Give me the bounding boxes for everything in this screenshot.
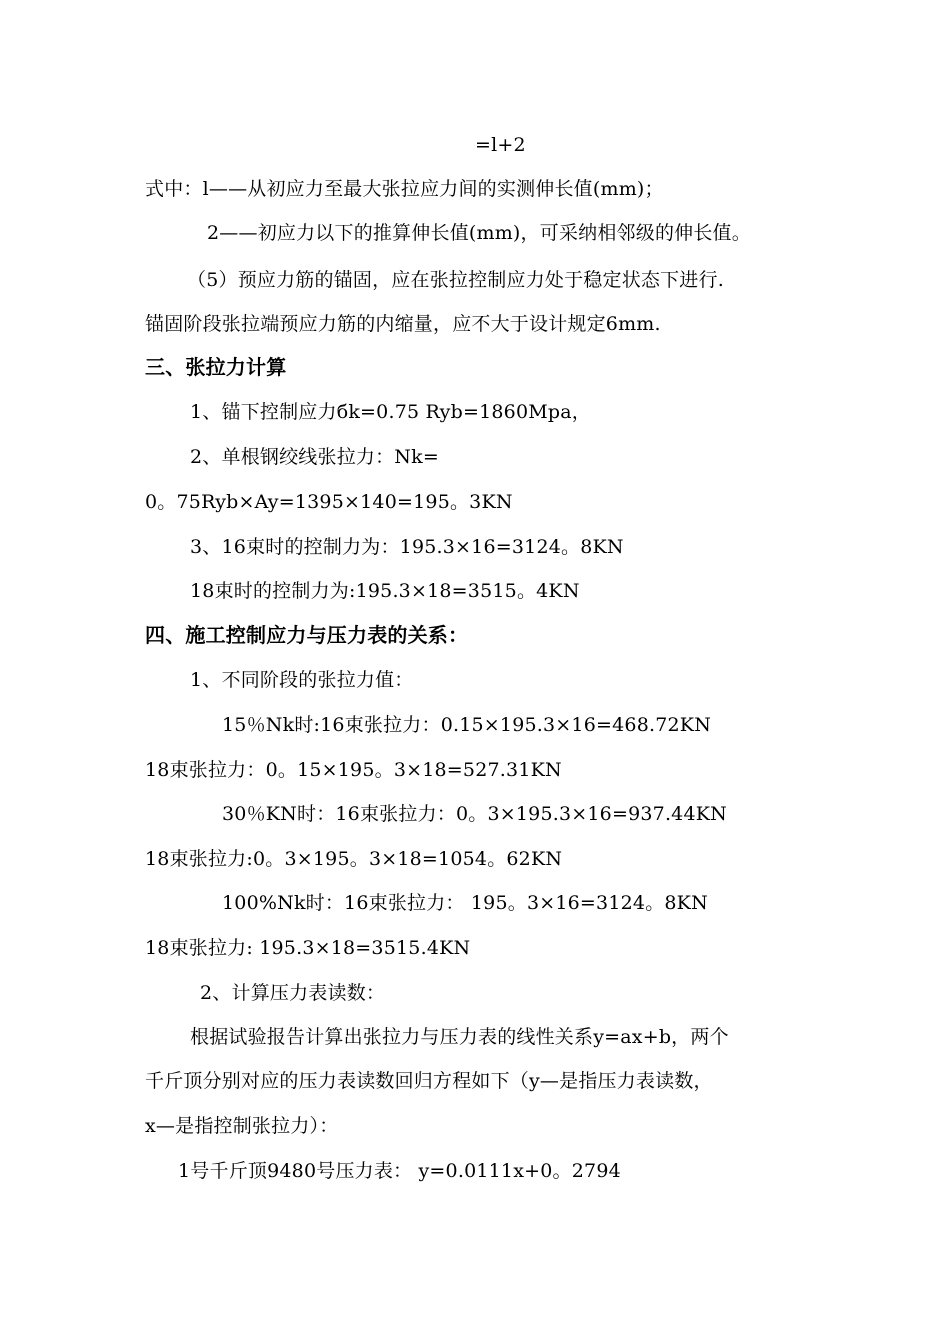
formula-legend-line-2: 2——初应力以下的推算伸长值(mm)，可采纳相邻级的伸长值。	[207, 222, 751, 244]
single-strand-tension-formula: 0。75Ryb×Ay=1395×140=195。3KN	[145, 491, 513, 513]
stage-tension-values-item: 1、不同阶段的张拉力值：	[190, 669, 414, 691]
stage-15-line-2: 18束张拉力：0。15×195。3×18=527.31KN	[145, 759, 562, 781]
stage-100-line-2: 18束张拉力: 195.3×18=3515.4KN	[145, 937, 471, 959]
jack-1-regression-equation: 1号千斤顶9480号压力表： y=0.0111x+0。2794	[178, 1160, 621, 1182]
formula-legend-line-1: 式中：l——从初应力至最大张拉应力间的实测伸长值(mm)；	[145, 178, 664, 200]
bundle-18-control-force: 18束时的控制力为:195.3×18=3515。4KN	[190, 580, 580, 602]
stage-15-line-1: 15％Nk时:16束张拉力：0.15×195.3×16=468.72KN	[222, 714, 712, 736]
stage-30-line-2: 18束张拉力:0。3×195。3×18=1054。62KN	[145, 848, 563, 870]
control-stress-item: 1、锚下控制应力бk=0.75 Ryb=1860Mpa，	[190, 401, 591, 423]
single-strand-tension-item: 2、单根钢绞线张拉力：Nk=	[190, 446, 439, 468]
regression-paragraph-line-1: 根据试验报告计算出张拉力与压力表的线性关系y=ax+b，两个	[190, 1026, 729, 1048]
elongation-formula: =l+2	[475, 134, 526, 156]
regression-paragraph-line-3: x—是指控制张拉力）：	[145, 1115, 339, 1137]
gauge-reading-item: 2、计算压力表读数：	[200, 982, 386, 1004]
regression-paragraph-line-2: 千斤顶分别对应的压力表读数回归方程如下（y—是指压力表读数，	[145, 1070, 713, 1092]
stage-100-line-1: 100%Nk时：16束张拉力： 195。3×16=3124。8KN	[222, 892, 708, 914]
stage-30-line-1: 30％KN时：16束张拉力：0。3×195.3×16=937.44KN	[222, 803, 727, 825]
anchoring-paragraph-line-2: 锚固阶段张拉端预应力筋的内缩量，应不大于设计规定6mm.	[145, 313, 661, 335]
section-heading-stress-gauge-relation: 四、施工控制应力与压力表的关系：	[145, 623, 469, 647]
bundle-16-control-force: 3、16束时的控制力为：195.3×16=3124。8KN	[190, 536, 624, 558]
anchoring-paragraph-line-1: （5）预应力筋的锚固，应在张拉控制应力处于稳定状态下进行.	[187, 269, 724, 291]
section-heading-tension-calculation: 三、张拉力计算	[145, 355, 287, 379]
